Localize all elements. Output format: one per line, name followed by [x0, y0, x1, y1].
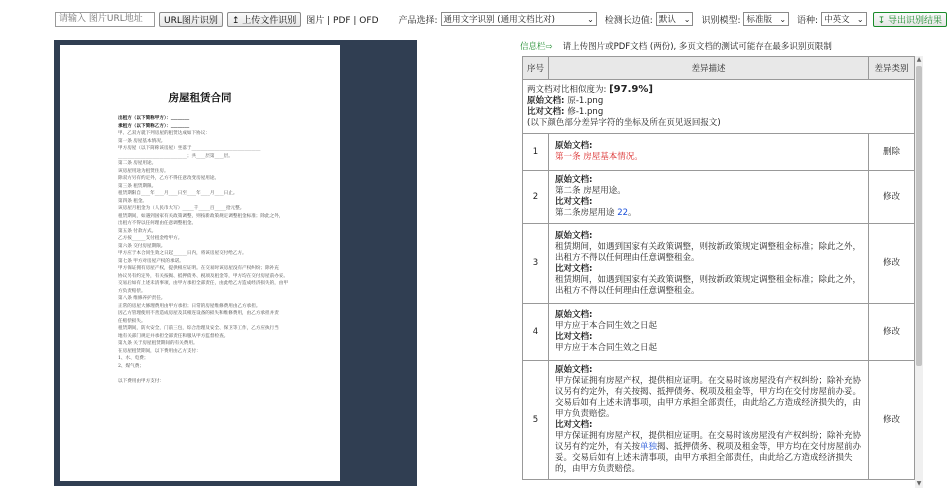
document-title: 房屋租赁合同	[168, 92, 232, 104]
orig-text: 租赁期间，如遇到国家有关政策调整，则按新政策规定调整租金标准；除此之外，出租方不得以任何理由任意调整租金。	[555, 241, 862, 263]
orig-text: 甲方应于本合同生效之日起	[555, 321, 658, 331]
document-line: 承租方（以下简称乙方）：________	[118, 123, 190, 129]
document-line: 租赁期限自____年____月____日至____年____月____日止。	[118, 191, 238, 196]
document-line: 1、水、电费；	[118, 356, 149, 361]
similarity-label: 两文档对比相似度为:	[527, 85, 610, 95]
cmp-text	[555, 208, 862, 219]
cmp-text-main: 第二条房屋用途	[555, 208, 618, 218]
cmp-text	[555, 431, 862, 475]
orig-label: 原始文档:	[555, 141, 593, 151]
document-line: 甲方应于本合同生效之日起______日内，将该房屋交付给乙方。	[118, 251, 247, 256]
row-type: 修改	[869, 171, 915, 224]
compare-doc-name: 修-1.png	[567, 107, 604, 117]
row-index: 4	[523, 304, 549, 361]
document-line: 甲、乙双方就下列房屋的租赁达成如下协议：	[118, 131, 210, 136]
chevron-down-icon: ⌄	[856, 14, 864, 24]
cmp-text-highlight: 22	[617, 208, 629, 218]
document-line: 该房屋月租金为（人民币大写）_____千_____百_____拾元整。	[118, 206, 245, 211]
cmp-text-a: 甲方保证拥有房屋产权，提供相应证明。在交易时该房屋没有产权纠纷；除补充协议另有约定外，有关按	[555, 431, 862, 452]
document-body	[118, 115, 323, 385]
edge-length-select-value: 默认	[658, 15, 676, 25]
document-preview-pane[interactable]	[54, 40, 417, 486]
table-row	[523, 134, 915, 171]
chevron-down-icon: ⌄	[587, 14, 594, 24]
language-label: 语种:	[797, 15, 819, 26]
source-doc-name: 原-1.png	[567, 96, 604, 106]
cmp-text-b: 揭、抵押债务、税项及租金等，甲方均在交付房屋前办妥。交易后如有上述未清事项，由甲方承担全部责任，由此给乙方造成经济损失的，由甲方负责赔偿。	[555, 442, 862, 474]
header-index: 序号	[523, 57, 549, 80]
export-results-button[interactable]: ↧ 导出识别结果	[873, 12, 947, 27]
cmp-text-end: 。	[628, 208, 637, 218]
header-type: 差异类别	[869, 57, 915, 80]
row-type: 删除	[869, 134, 915, 171]
document-line: ______________________________；共____层第____层。	[118, 153, 233, 159]
chevron-down-icon: ⌄	[683, 14, 691, 24]
product-label: 产品选择:	[398, 15, 438, 26]
orig-text: 第二条 房屋用途。	[555, 186, 626, 196]
orig-label: 原始文档:	[555, 230, 593, 241]
results-scrollbar[interactable]	[915, 56, 923, 488]
cmp-label: 比对文档:	[555, 332, 593, 342]
compare-doc-label: 比对文档:	[527, 107, 568, 117]
url-input[interactable]	[55, 12, 155, 27]
document-line: 出租方（以下简称甲方）：________	[118, 116, 190, 121]
cmp-label: 比对文档:	[555, 197, 593, 207]
document-line: 第九条 关于房屋租赁期间的有关费用。	[118, 341, 198, 346]
url-recognize-button[interactable]: URL图片识别	[159, 12, 223, 27]
cmp-label: 比对文档:	[555, 420, 593, 430]
document-line: 第五条 付款方式。	[118, 228, 157, 234]
document-line: 在房屋租赁期间，以下费用由乙方支付：	[118, 348, 201, 354]
cmp-text: 租赁期间，如遇到国家有关政策调整，则按新政策规定调整租金标准；除此之外，出租方不得以任何理由任意调整租金。	[555, 274, 862, 296]
model-label: 识别模型:	[701, 15, 741, 26]
document-line: 因乙方管理使用不善造成房屋及其相连设备的损失和维修费用，由乙方承担并责	[118, 311, 279, 316]
document-line: 该房屋用途为租赁住房。	[118, 168, 169, 174]
document-line: 第二条 房屋用途。	[118, 161, 157, 166]
info-bar	[520, 38, 915, 54]
results-pane	[520, 38, 915, 488]
row-index: 1	[523, 134, 549, 171]
summary-row	[523, 80, 915, 134]
document-line: 正常的房屋大修理费用由甲方承担；日常的房屋维修费用由乙方承担。	[118, 303, 261, 309]
orig-text: 甲方保证拥有房屋产权，提供相应证明。在交易时该房屋没有产权纠纷；除补充协议另有约定外，有关按揭、抵押债务、税项及租金等，甲方均在交付房屋前办妥。交易后如有上述未清事项，由甲方承担全部责任，由此给乙方造成经济损失的，由甲方负责赔偿。	[555, 376, 862, 419]
similarity-value: [97.9%]	[609, 84, 653, 95]
table-row	[523, 224, 915, 304]
document-line: 除双方另有约定外，乙方不得任意改变房屋用途。	[118, 176, 220, 181]
color-note: (以下颜色部分差异字符的坐标及所在页见返回报文)	[527, 118, 721, 128]
scroll-thumb[interactable]	[916, 66, 922, 366]
model-select-value: 标准版	[746, 15, 772, 25]
document-line: 第三条 租赁期限。	[118, 183, 157, 189]
info-label: 信息栏⇨	[520, 42, 553, 52]
toolbar	[0, 0, 947, 38]
row-type: 修改	[869, 304, 915, 361]
row-index: 3	[523, 224, 549, 304]
language-select[interactable]	[821, 12, 867, 26]
document-line: 以下费用由甲方支付：	[118, 378, 164, 384]
edge-length-label: 检测长边值:	[604, 15, 653, 26]
edge-length-select[interactable]	[656, 12, 694, 26]
cmp-text-highlight: 单独	[640, 442, 658, 452]
document-line: 第四条 租金。	[118, 198, 148, 204]
row-index: 2	[523, 171, 549, 224]
model-select[interactable]	[743, 12, 789, 26]
orig-label: 原始文档:	[555, 175, 593, 185]
document-line: 第八条 维修养护责任。	[118, 296, 166, 301]
document-line: 第一条 房屋基本情况。	[118, 138, 166, 144]
document-line: 租赁期间，防火安全，门前三包，综合治理及安全、保卫等工作，乙方应执行当	[118, 326, 279, 331]
orig-text: 第一条 房屋基本情况。	[555, 152, 643, 162]
document-line: 甲方房屋（以下简称该房屋）坐落于______________________________	[118, 146, 261, 151]
document-line: 任赔偿损失。	[118, 318, 146, 324]
scroll-down-icon[interactable]: ▼	[916, 480, 922, 487]
document-line	[118, 370, 323, 378]
supported-formats-text: 图片 | PDF | OFD	[306, 15, 379, 26]
document-line: 甲方保证拥有房屋产权，提供相应证明。在交易时该房屋没有产权纠纷；除补充	[118, 266, 279, 271]
document-line: 地有关部门规定并承担全部责任和服从甲方监督检查。	[118, 333, 229, 339]
document-line: 第七条 甲方对房屋产权的承诺。	[118, 258, 184, 264]
language-select-value: 中英文	[824, 15, 850, 25]
orig-label: 原始文档:	[555, 310, 593, 320]
cmp-text: 甲方应于本合同生效之日起	[555, 343, 658, 353]
table-row	[523, 171, 915, 224]
orig-label: 原始文档:	[555, 365, 593, 375]
upload-file-button[interactable]: ↥ 上传文件识别	[227, 12, 301, 27]
source-doc-label: 原始文档:	[527, 96, 568, 106]
chevron-down-icon: ⌄	[779, 14, 787, 24]
document-line: 租赁期间，如遇到国家有关政策调整，则按新政策规定调整租金标准；除此之外，	[118, 213, 284, 219]
table-row	[523, 361, 915, 480]
header-description: 差异描述	[549, 57, 869, 80]
document-line: 第六条 交付房屋期限。	[118, 243, 166, 249]
document-line: 乙方按______支付租金给甲方。	[118, 236, 183, 241]
cmp-label: 比对文档:	[555, 263, 593, 274]
scroll-up-icon[interactable]: ▲	[916, 56, 922, 63]
product-select[interactable]	[441, 12, 597, 26]
table-row	[523, 304, 915, 361]
info-message: 请上传图片或PDF文档 (两份), 多页文档的测试可能存在最多识别页限制	[562, 42, 832, 52]
document-line: 交易后如有上述未清事项，由甲方承担全部责任，由此给乙方造成经济损失的，由甲	[118, 281, 288, 286]
row-index: 5	[523, 361, 549, 480]
product-select-value: 通用文字识别 (通用文档比对)	[443, 15, 555, 25]
document-line: 协议另有约定外，有关按揭、抵押债务、税项及租金等，甲方均在交付房屋前办妥。	[118, 273, 288, 279]
document-line: 2、煤气费；	[118, 363, 144, 369]
row-type: 修改	[869, 224, 915, 304]
document-line: 出租方不得以任何理由任意调整租金。	[118, 221, 197, 226]
row-type: 修改	[869, 361, 915, 480]
document-page	[60, 45, 340, 481]
diff-table	[522, 56, 915, 480]
document-line: 方负责赔偿。	[118, 288, 146, 294]
